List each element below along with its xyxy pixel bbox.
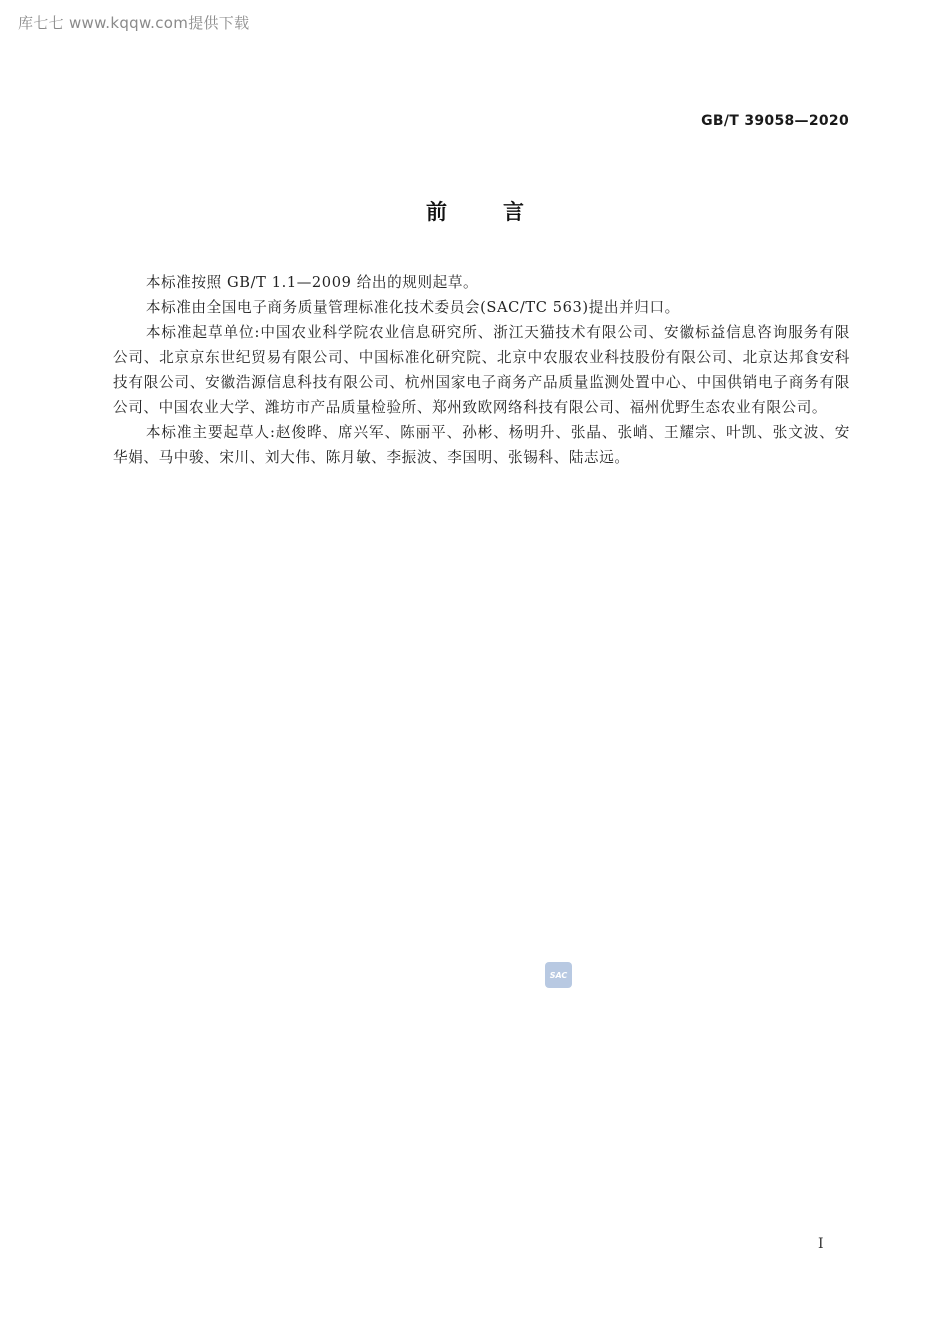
sac-logo-icon bbox=[545, 962, 572, 988]
page-number: I bbox=[818, 1236, 824, 1252]
foreword-body bbox=[113, 270, 850, 470]
paragraph-proposer: 本标准由全国电子商务质量管理标准化技术委员会(SAC/TC 563)提出并归口。 bbox=[145, 299, 680, 316]
svg-text:SAC: SAC bbox=[549, 971, 568, 980]
standard-number: GB/T 39058—2020 bbox=[701, 113, 849, 129]
sac-logo bbox=[545, 962, 572, 988]
page-title: 前言 bbox=[426, 200, 580, 224]
paragraph-drafting-units: 本标准起草单位:中国农业科学院农业信息研究所、浙江天猫技术有限公司、安徽标益信息咨询服务有限公司、北京京东世纪贸易有限公司、中国标准化研究院、北京中农服农业科技股份有限公司、北京达邦食安科技有限公司、安徽浩源信息科技有限公司、杭州国家电子商务产品质量监测处置中心、中国供销电子商务有限公司、中国农业大学、潍坊市产品质量检验所、郑州致欧网络科技有限公司、福州优野生态农业有限公司。 bbox=[113, 324, 850, 416]
paragraph-drafting-rules: 本标准按照 GB/T 1.1—2009 给出的规则起草。 bbox=[145, 274, 479, 291]
paragraph-drafters: 本标准主要起草人:赵俊晔、席兴军、陈丽平、孙彬、杨明升、张晶、张峭、王耀宗、叶凯、张文波、安华娟、马中骏、宋川、刘大伟、陈月敏、李振波、李国明、张锡科、陆志远。 bbox=[113, 424, 850, 466]
watermark-text: 库七七 www.kqqw.com提供下载 bbox=[18, 14, 250, 32]
